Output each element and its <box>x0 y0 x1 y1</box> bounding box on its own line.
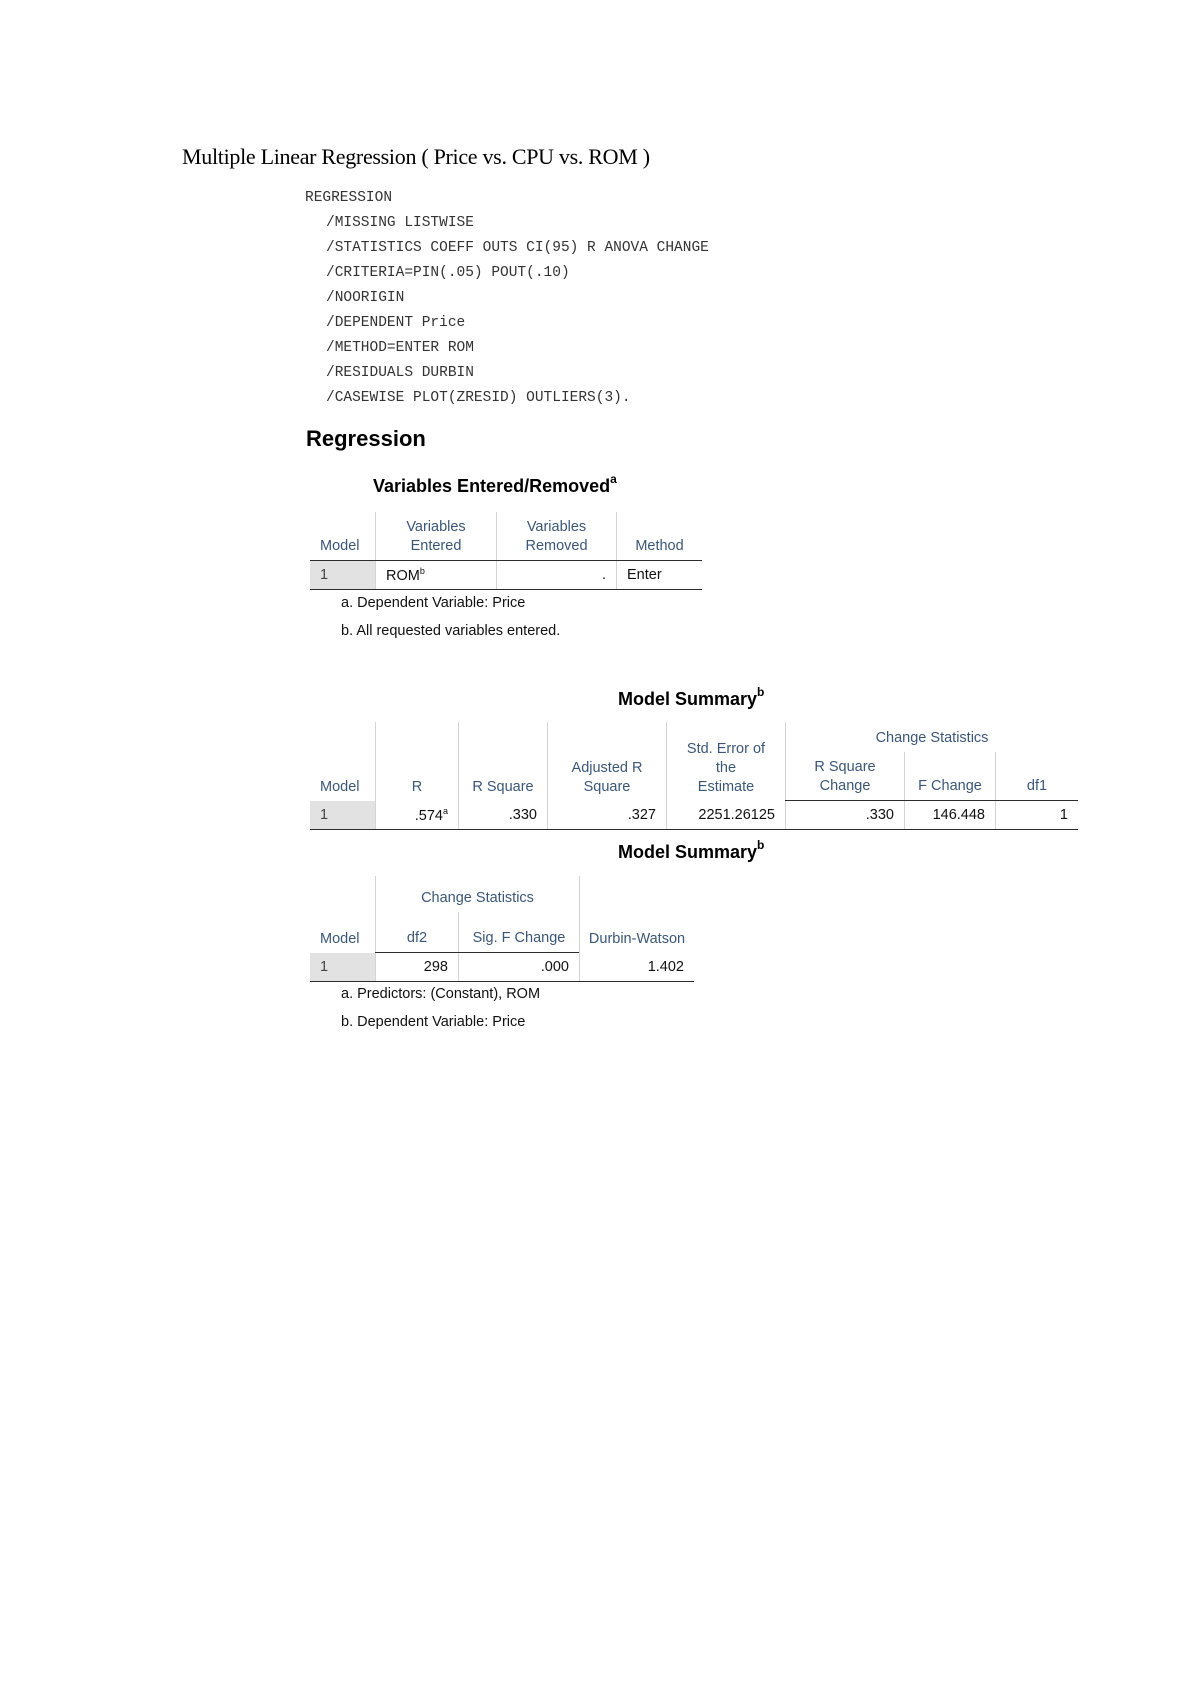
variables-table-title <box>373 474 617 497</box>
regression-syntax <box>305 186 709 411</box>
syntax-line: /CRITERIA=PIN(.05) POUT(.10) <box>326 265 570 281</box>
header-variables-entered <box>376 512 497 561</box>
header-line: Variables <box>406 519 466 535</box>
table-row <box>310 801 1078 830</box>
syntax-line: /NOORIGIN <box>326 290 405 306</box>
cell-r-square-change: .330 <box>786 801 905 830</box>
cell-value: ROM <box>386 567 420 584</box>
header-line: Removed <box>525 538 588 554</box>
model-summary-title <box>618 687 764 710</box>
header-adjusted-r-square <box>548 722 667 801</box>
syntax-line: REGRESSION <box>305 190 393 206</box>
header-line: Square <box>583 778 631 795</box>
cell-superscript: a <box>442 805 448 816</box>
header-df2: df2 <box>376 912 459 953</box>
section-heading: Regression <box>306 426 426 451</box>
header-method: Method <box>617 512 703 561</box>
cell-model: 1 <box>310 801 376 830</box>
model-summary-title-text: Model Summary <box>618 689 758 709</box>
cell-variables-removed: . <box>497 561 617 590</box>
title-superscript: a <box>610 472 617 486</box>
header-change-statistics: Change Statistics <box>786 722 1079 752</box>
title-superscript: b <box>757 685 765 699</box>
cell-model: 1 <box>310 561 376 590</box>
cell-f-change: 146.448 <box>905 801 996 830</box>
header-r-square: R Square <box>459 722 548 801</box>
header-line: Adjusted R <box>571 759 643 776</box>
footnote: a. Predictors: (Constant), ROM <box>341 986 541 1002</box>
cell-r-square: .330 <box>459 801 548 830</box>
header-r-square-change <box>786 752 905 801</box>
syntax-line: /DEPENDENT Price <box>326 315 466 331</box>
cell-adjusted-r-square: .327 <box>548 801 667 830</box>
syntax-line: /METHOD=ENTER ROM <box>326 340 474 356</box>
cell-variables-entered <box>376 561 497 590</box>
header-line: Change <box>819 778 871 794</box>
model-summary-title <box>618 840 764 863</box>
cell-superscript: b <box>419 566 425 577</box>
header-std-error <box>667 722 786 801</box>
header-durbin-watson: Durbin-Watson <box>580 876 695 953</box>
header-line: Variables <box>526 519 587 535</box>
header-sig-f-change: Sig. F Change <box>459 912 580 953</box>
header-f-change: F Change <box>905 752 996 801</box>
header-line: Entered <box>410 538 462 554</box>
syntax-line: /CASEWISE PLOT(ZRESID) OUTLIERS(3). <box>326 390 631 406</box>
document-title: Multiple Linear Regression ( Price vs. CPU vs. ROM ) <box>182 144 650 169</box>
header-line: Std. Error of the <box>686 740 766 776</box>
cell-r <box>376 801 459 830</box>
header-change-statistics: Change Statistics <box>376 876 580 912</box>
header-df1: df1 <box>996 752 1079 801</box>
footnote: b. Dependent Variable: Price <box>341 1014 526 1030</box>
header-model: Model <box>310 512 376 561</box>
table-row <box>310 561 702 590</box>
cell-std-error: 2251.26125 <box>667 801 786 830</box>
model-summary-title-text: Model Summary <box>618 842 758 862</box>
footnote: b. All requested variables entered. <box>341 623 561 639</box>
syntax-line: /STATISTICS COEFF OUTS CI(95) R ANOVA CHANGE <box>326 240 709 256</box>
cell-value: .574 <box>414 807 443 824</box>
header-r: R <box>376 722 459 801</box>
header-model: Model <box>320 778 360 795</box>
variables-table-title-text: Variables Entered/Removed <box>373 476 611 496</box>
footnote: a. Dependent Variable: Price <box>341 595 526 611</box>
header-model: Model <box>320 930 360 947</box>
table-row <box>310 953 694 982</box>
header-line: R Square <box>814 759 876 775</box>
model-summary-table <box>310 722 1078 830</box>
cell-model: 1 <box>310 953 376 982</box>
cell-df2: 298 <box>376 953 459 982</box>
variables-entered-removed-table <box>310 512 702 590</box>
cell-df1: 1 <box>996 801 1079 830</box>
header-variables-removed <box>497 512 617 561</box>
cell-durbin-watson: 1.402 <box>580 953 695 982</box>
title-superscript: b <box>757 838 765 852</box>
syntax-line: /RESIDUALS DURBIN <box>326 365 474 381</box>
syntax-line: /MISSING LISTWISE <box>326 215 474 231</box>
cell-method: Enter <box>617 561 703 590</box>
cell-sig-f-change: .000 <box>459 953 580 982</box>
model-summary-change-table <box>310 876 694 982</box>
header-line: Estimate <box>697 778 755 795</box>
